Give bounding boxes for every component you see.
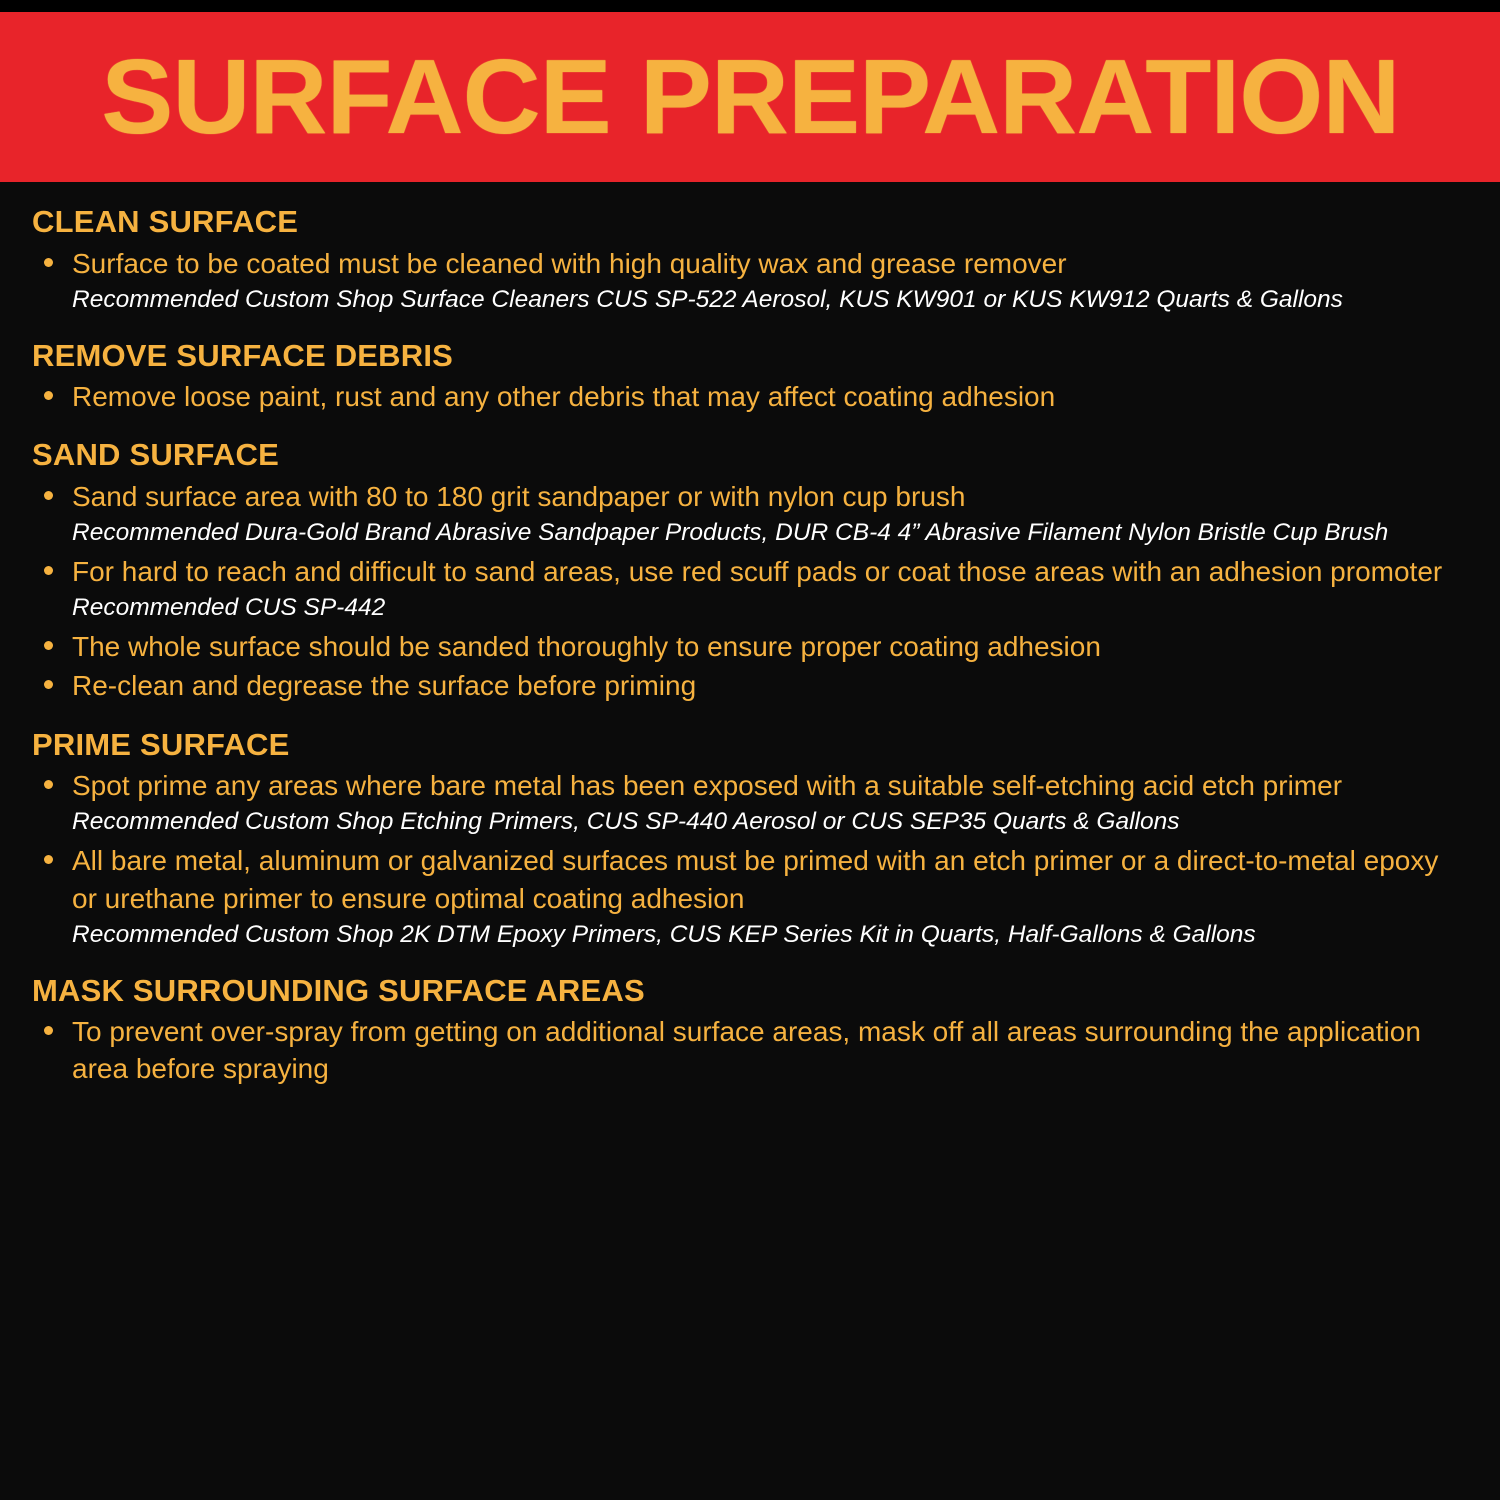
bullet-list — [32, 245, 1470, 316]
list-item — [32, 767, 1470, 838]
bullet-list — [32, 378, 1470, 415]
list-item — [32, 245, 1470, 316]
top-strip — [0, 0, 1500, 12]
list-item — [32, 842, 1470, 950]
page-title: SURFACE PREPARATION — [100, 38, 1400, 156]
bullet-text: Surface to be coated must be cleaned with high quality wax and grease remover — [72, 247, 1067, 279]
bullet-dot-icon — [44, 855, 53, 864]
section-title: REMOVE SURFACE DEBRIS — [32, 337, 454, 373]
content-area — [0, 182, 1500, 1088]
bullet-text: The whole surface should be sanded thoroughly to ensure proper coating adhesion — [72, 631, 1101, 663]
bullet-text: Re-clean and degrease the surface before priming — [72, 670, 697, 702]
recommendation-note: Recommended Dura-Gold Brand Abrasive Sandpaper Products, DUR CB-4 4” Abrasive Filament Nylon Bristle Cup Brush — [72, 519, 1389, 547]
list-item — [32, 378, 1470, 415]
section-prime-surface — [32, 727, 1470, 951]
section-title: CLEAN SURFACE — [32, 204, 299, 239]
bullet-dot-icon — [44, 641, 53, 650]
section-remove-surface-debris — [32, 338, 1470, 416]
bullet-dot-icon — [44, 780, 53, 789]
bullet-list — [32, 478, 1470, 705]
recommendation-note: Recommended Custom Shop Surface Cleaners CUS SP-522 Aerosol, KUS KW901 or KUS KW912 Quarts & Gallons — [72, 285, 1343, 313]
bullet-list — [32, 767, 1470, 950]
recommendation-note: Recommended Custom Shop 2K DTM Epoxy Primers, CUS KEP Series Kit in Quarts, Half-Gallons & Gallons — [72, 920, 1256, 948]
list-item — [32, 478, 1470, 549]
bullet-text: All bare metal, aluminum or galvanized surfaces must be primed with an etch primer or a direct-to-metal epoxy or urethane primer to ensure optimal coating adhesion — [72, 845, 1439, 914]
section-title: MASK SURROUNDING SURFACE AREAS — [32, 972, 645, 1008]
section-title: PRIME SURFACE — [32, 726, 290, 762]
bullet-text: For hard to reach and difficult to sand areas, use red scuff pads or coat those areas with an adhesion promoter — [72, 556, 1443, 588]
bullet-dot-icon — [44, 391, 53, 400]
bullet-dot-icon — [44, 566, 53, 575]
bullet-dot-icon — [44, 491, 53, 500]
section-title: SAND SURFACE — [32, 437, 279, 473]
bullet-dot-icon — [44, 258, 53, 267]
section-clean-surface — [32, 204, 1470, 316]
bullet-text: Remove loose paint, rust and any other debris that may affect coating adhesion — [72, 381, 1056, 413]
list-item — [32, 553, 1470, 624]
section-mask-surrounding-surface-areas — [32, 973, 1470, 1088]
list-item — [32, 1013, 1470, 1087]
bullet-text: Sand surface area with 80 to 180 grit sandpaper or with nylon cup brush — [72, 481, 966, 513]
bullet-list — [32, 1013, 1470, 1087]
bullet-text: To prevent over-spray from getting on additional surface areas, mask off all areas surrounding the application area before spraying — [72, 1016, 1421, 1085]
list-item — [32, 628, 1470, 665]
section-sand-surface — [32, 437, 1470, 704]
bullet-text: Spot prime any areas where bare metal has been exposed with a suitable self-etching acid etch primer — [72, 770, 1343, 802]
recommendation-note: Recommended Custom Shop Etching Primers, CUS SP-440 Aerosol or CUS SEP35 Quarts & Gallons — [72, 808, 1180, 836]
bullet-dot-icon — [44, 1026, 53, 1035]
recommendation-note: Recommended CUS SP-442 — [72, 594, 386, 622]
list-item — [32, 667, 1470, 704]
bullet-dot-icon — [44, 680, 53, 689]
banner — [0, 12, 1500, 182]
